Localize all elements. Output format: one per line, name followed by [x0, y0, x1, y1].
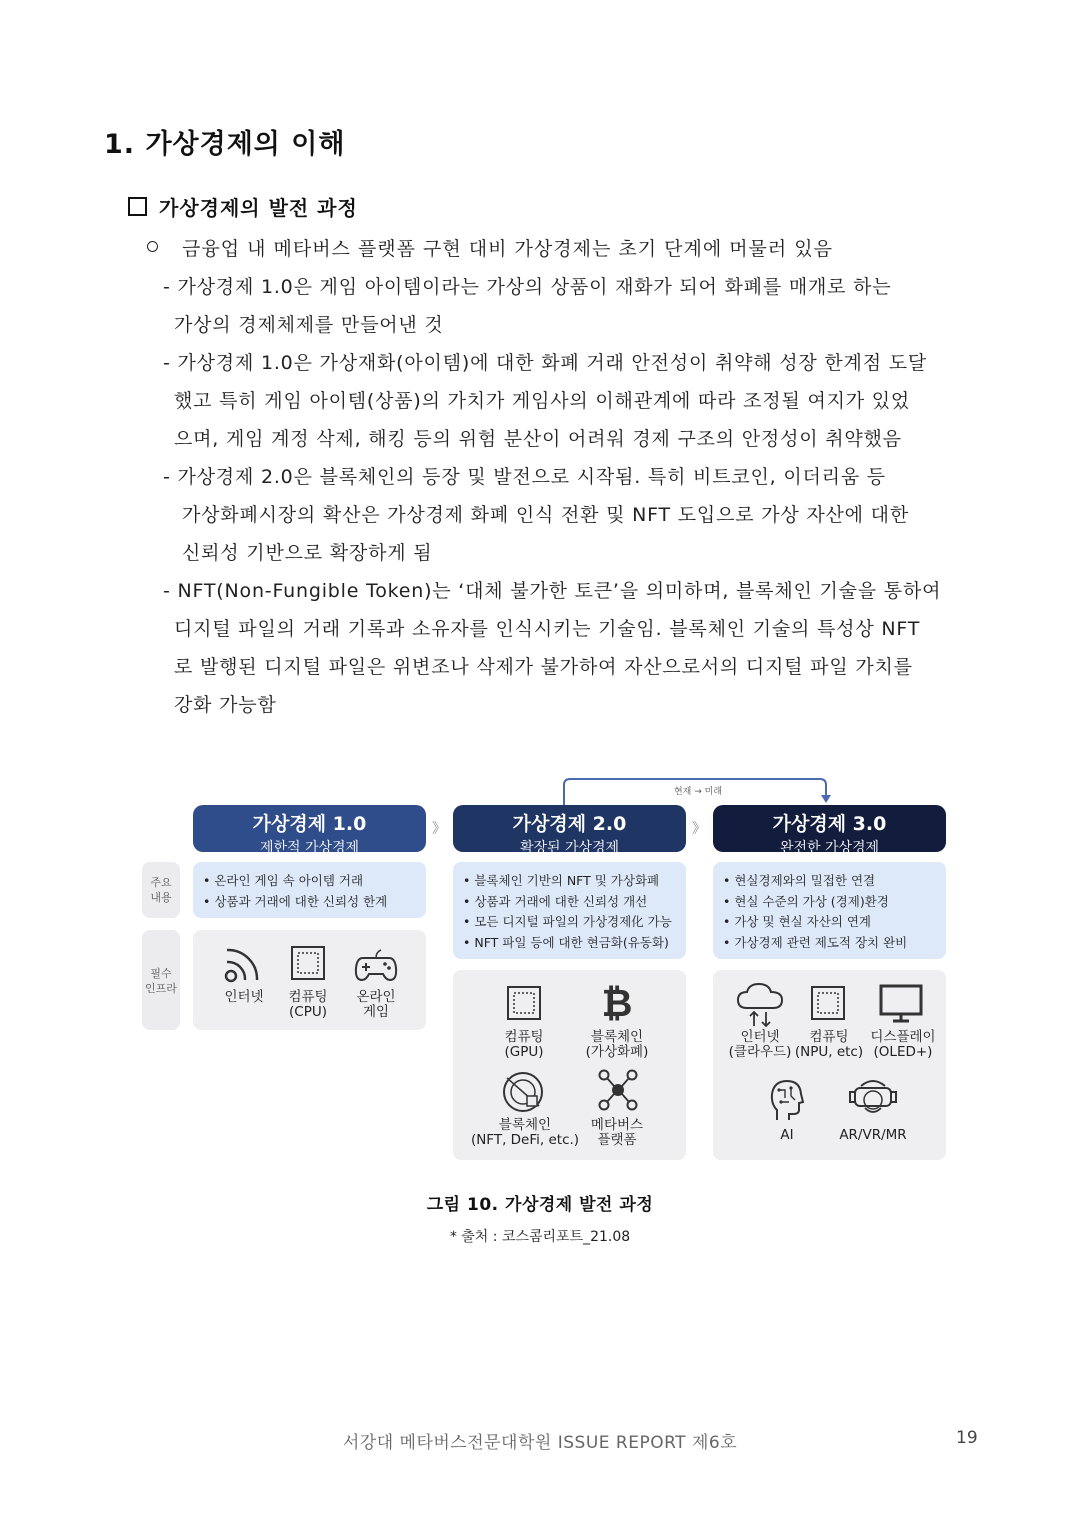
- body-line: 가상화폐시장의 확산은 가상경제 화폐 인식 전환 및 NFT 도입으로 가상 자산에 대한: [182, 504, 909, 526]
- infra-label: 컴퓨팅 (GPU): [504, 1029, 544, 1060]
- infra-label: AI: [780, 1127, 794, 1143]
- content-item: • 상품과 거래에 대한 신뢰성 개선: [463, 893, 648, 909]
- column-header-3: [713, 805, 946, 856]
- infra-box-2: [453, 970, 686, 1160]
- body-line: 강화 가능함: [174, 694, 277, 716]
- content-item: • 블록체인 기반의 NFT 및 가상화폐: [463, 873, 660, 888]
- monitor-icon: [879, 984, 923, 1024]
- blockchain-coin-icon: [501, 1070, 545, 1114]
- ai-head-icon: [769, 1078, 805, 1122]
- infra-box-1: [193, 930, 426, 1030]
- rss-icon: [223, 942, 265, 984]
- body-line: 가상의 경제체제를 만들어낸 것: [174, 314, 444, 336]
- network-icon: [597, 1068, 639, 1112]
- body-line: 으며, 게임 계정 삭제, 해킹 등의 위험 분산이 어려워 경제 구조의 안정성이 취약했음: [174, 428, 902, 450]
- column-subtitle: 완전한 가상경제: [779, 840, 880, 856]
- content-item: • NFT 파일 등에 대한 현금화(유동화): [463, 934, 669, 950]
- vr-headset-icon: [847, 1078, 899, 1118]
- subsection-heading: [128, 192, 358, 221]
- page-number: 19: [956, 1428, 978, 1448]
- body-line: - NFT(Non-Fungible Token)는 ‘대체 불가한 토큰’을 의미하며, 블록체인 기술을 통하여: [163, 580, 942, 602]
- svg-text:₿: ₿: [601, 982, 633, 1024]
- content-item: • 가상 및 현실 자산의 연계: [723, 914, 871, 929]
- column-subtitle: 제한적 가상경제: [259, 840, 360, 856]
- infra-box-3: [713, 970, 946, 1160]
- infra-label: 컴퓨팅 (NPU, etc): [794, 1029, 864, 1060]
- column-header-2: [453, 805, 686, 856]
- page-footer: 서강대 메타버스전문대학원 ISSUE REPORT 제6호: [342, 1433, 738, 1453]
- bullet-item: [147, 234, 833, 261]
- cloud-icon: [735, 982, 785, 1028]
- arrow-label: 현재 → 미래: [673, 787, 723, 797]
- body-line: 신뢰성 기반으로 확장하게 됨: [182, 542, 433, 564]
- body-line: 로 발행된 디지털 파일은 위변조나 삭제가 불가하여 자산으로서의 디지털 파일 가치를: [174, 656, 913, 678]
- gpu-chip-icon: [505, 984, 543, 1022]
- column-title: 가상경제 2.0: [512, 813, 627, 835]
- content-item: • 현실 수준의 가상 (경제)환경: [723, 893, 889, 909]
- infra-label: 인터넷 (클라우드): [728, 1029, 792, 1060]
- body-line: - 가상경제 1.0은 가상재화(아이템)에 대한 화폐 거래 안전성이 취약해 성장 한계점 도달: [163, 352, 928, 374]
- chevron-right-icon: 》: [432, 821, 446, 837]
- figure-caption: 그림 10. 가상경제 발전 과정: [426, 1195, 654, 1215]
- cpu-chip-icon: [289, 944, 327, 982]
- circle-bullet-icon: [147, 241, 158, 252]
- content-item: • 모든 디지털 파일의 가상경제化 가능: [463, 914, 672, 929]
- body-line: 디지털 파일의 거래 기록과 소유자를 인식시키는 기술임. 블록체인 기술의 특성상 NFT: [174, 618, 921, 640]
- content-item: • 온라인 게임 속 아이템 거래: [203, 873, 364, 888]
- bitcoin-icon: [601, 982, 633, 1024]
- content-box-3: [713, 862, 946, 959]
- content-item: • 상품과 거래에 대한 신뢰성 한계: [203, 893, 388, 909]
- content-item: • 현실경제와의 밀접한 연결: [723, 873, 876, 888]
- infra-label: 블록체인 (가상화폐): [585, 1029, 649, 1060]
- body-line: - 가상경제 1.0은 게임 아이템이라는 가상의 상품이 재화가 되어 화폐를 매개로 하는: [163, 276, 892, 298]
- column-title: 가상경제 1.0: [252, 813, 367, 835]
- body-line: - 가상경제 2.0은 블록체인의 등장 및 발전으로 시작됨. 특히 비트코인, 이더리움 등: [163, 466, 886, 488]
- bullet-text: 금융업 내 메타버스 플랫폼 구현 대비 가상경제는 초기 단계에 머물러 있음: [182, 238, 834, 260]
- infra-label: 컴퓨팅 (CPU): [288, 989, 328, 1020]
- subsection-heading-text: 가상경제의 발전 과정: [159, 196, 358, 220]
- row-label-infra: 필수 인프라: [142, 930, 180, 1030]
- npu-chip-icon: [809, 984, 847, 1022]
- infra-label: 메타버스 플랫폼: [590, 1117, 644, 1148]
- infra-label: 디스플레이 (OLED+): [870, 1029, 936, 1060]
- content-box-2: [453, 862, 686, 959]
- body-line: 했고 특히 게임 아이템(상품)의 가치가 게임사의 이해관계에 따라 조정될 여지가 있었: [174, 390, 911, 412]
- content-box-1: [193, 862, 426, 918]
- chevron-right-icon: 》: [692, 821, 706, 837]
- infra-label: 인터넷: [224, 989, 264, 1005]
- section-heading: 1. 가상경제의 이해: [104, 129, 346, 160]
- infra-label: AR/VR/MR: [839, 1127, 907, 1143]
- gamepad-icon: [353, 944, 399, 984]
- row-label-main: 주요 내용: [142, 862, 180, 918]
- infra-label: 블록체인 (NFT, DeFi, etc.): [470, 1117, 580, 1148]
- column-header-1: [193, 805, 426, 856]
- content-item: • 가상경제 관련 제도적 장치 완비: [723, 934, 908, 950]
- column-subtitle: 확장된 가상경제: [519, 840, 620, 856]
- column-title: 가상경제 3.0: [772, 813, 887, 835]
- figure-source: * 출처 : 코스콤리포트_21.08: [449, 1229, 631, 1245]
- checkbox-square-icon: [128, 197, 147, 216]
- infra-label: 온라인 게임: [356, 989, 396, 1020]
